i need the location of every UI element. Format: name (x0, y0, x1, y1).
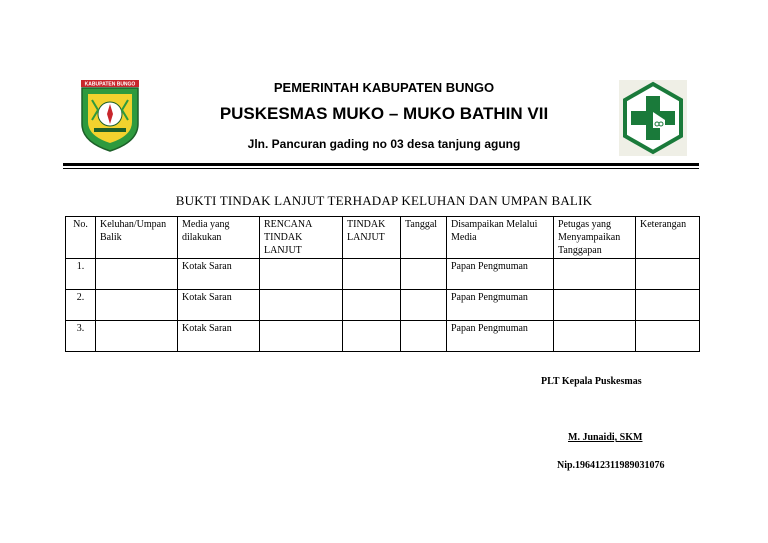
cell-rencana (260, 290, 343, 321)
cell-keterangan (636, 321, 700, 352)
header-disampaikan: Disampaikan Melalui Media (447, 217, 554, 259)
header-address: Jln. Pancuran gading no 03 desa tanjung agung (247, 137, 521, 151)
cell-tindak-lanjut (343, 259, 401, 290)
signature-position: PLT Kepala Puskesmas (541, 376, 642, 387)
feedback-table (65, 216, 700, 352)
header-puskesmas-name: PUSKESMAS MUKO – MUKO BATHIN VII (219, 104, 549, 123)
header-divider-thick (63, 163, 699, 166)
cell-disampaikan: Papan Pengmuman (447, 290, 554, 321)
cell-keterangan (636, 259, 700, 290)
header-rencana: RENCANA TINDAK LANJUT (260, 217, 343, 259)
cell-tindak-lanjut (343, 290, 401, 321)
header-media: Media yang dilakukan (178, 217, 260, 259)
cell-no: 1. (66, 259, 96, 290)
cell-keluhan (96, 290, 178, 321)
cell-tanggal (401, 321, 447, 352)
table-header-row (66, 217, 700, 259)
header-government: PEMERINTAH KABUPATEN BUNGO (273, 80, 495, 95)
cell-disampaikan: Papan Pengmuman (447, 259, 554, 290)
signature-nip: Nip.196412311989031076 (557, 460, 665, 471)
cell-media: Kotak Saran (178, 259, 260, 290)
cell-keterangan (636, 290, 700, 321)
logo-banner-text: KABUPATEN BUNGO (84, 81, 136, 88)
header-petugas: Petugas yang Menyampaikan Tanggapan (554, 217, 636, 259)
cell-no: 3. (66, 321, 96, 352)
cell-keluhan (96, 259, 178, 290)
header-keluhan: Keluhan/Umpan Balik (96, 217, 178, 259)
cell-petugas (554, 321, 636, 352)
cell-tindak-lanjut (343, 321, 401, 352)
table-row (66, 321, 700, 352)
header-tanggal: Tanggal (401, 217, 447, 259)
cell-rencana (260, 259, 343, 290)
table-row (66, 259, 700, 290)
cell-petugas (554, 290, 636, 321)
table-row (66, 290, 700, 321)
cell-no: 2. (66, 290, 96, 321)
cell-disampaikan: Papan Pengmuman (447, 321, 554, 352)
signature-name: M. Junaidi, SKM (568, 432, 643, 443)
header-divider-thin (63, 168, 699, 169)
cell-tanggal (401, 290, 447, 321)
cell-media: Kotak Saran (178, 290, 260, 321)
cell-petugas (554, 259, 636, 290)
document-title: BUKTI TINDAK LANJUT TERHADAP KELUHAN DAN UMPAN BALIK (175, 193, 593, 208)
header-keterangan: Keterangan (636, 217, 700, 259)
header-tindak-lanjut: TINDAK LANJUT (343, 217, 401, 259)
cell-rencana (260, 321, 343, 352)
cell-tanggal (401, 259, 447, 290)
header-no: No. (66, 217, 96, 259)
cell-media: Kotak Saran (178, 321, 260, 352)
cell-keluhan (96, 321, 178, 352)
